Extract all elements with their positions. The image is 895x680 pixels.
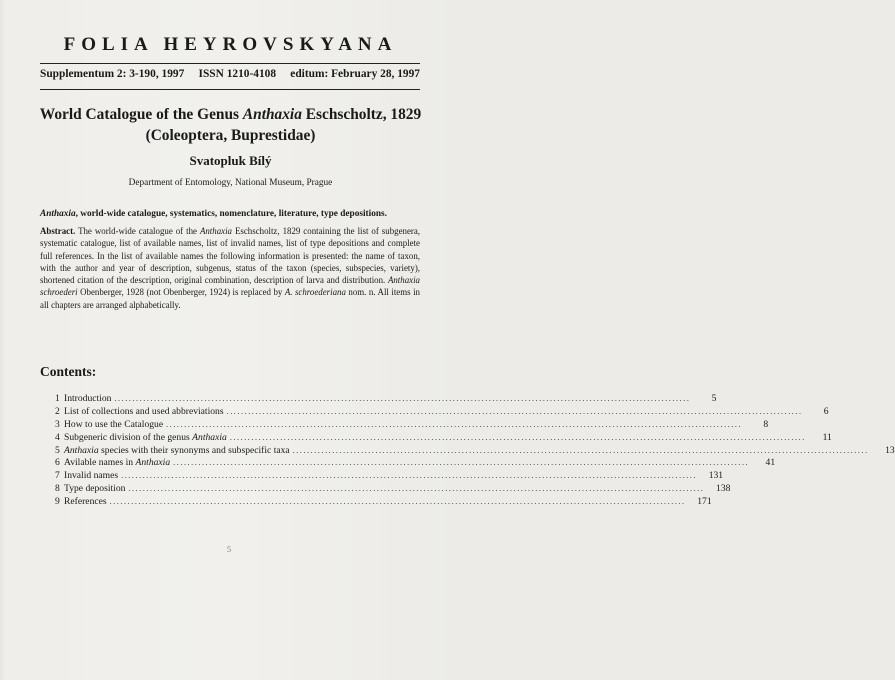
toc-taxon: Anthaxia: [135, 457, 171, 469]
abstract: [40, 225, 420, 311]
publication-info-line: [40, 68, 420, 80]
toc-entry: [55, 431, 832, 445]
toc-page-number: 13: [885, 444, 895, 456]
toc-entry-title: [64, 483, 125, 494]
toc-entry: [55, 405, 829, 419]
toc-entry-number: 2: [55, 405, 60, 417]
author-affiliation: Department of Entomology, National Museum, Prague: [128, 178, 333, 188]
abstract-text: nom. n. All items in all chapters are arranged alphabetically.: [40, 287, 420, 310]
supplement-citation: Supplementum 2: 3-190, 1997: [40, 68, 185, 80]
toc-title-text: References: [64, 496, 107, 508]
toc-entry: [55, 418, 769, 432]
abstract-taxon: A. schroederiana: [284, 287, 346, 298]
editum-date: editum: February 28, 1997: [290, 68, 420, 80]
toc-title-text: species with their synonyms and subspecific taxa: [98, 444, 290, 456]
abstract-label: Abstract.: [40, 226, 76, 236]
toc-leader-dots: ................................................................................................................................................................: [173, 458, 750, 468]
title-part: Eschscholtz, 1829: [301, 106, 422, 123]
contents-heading: Contents:: [40, 364, 97, 379]
header-rule-top: [40, 63, 420, 64]
toc-leader-dots: ................................................................................................................................................................: [121, 471, 698, 481]
toc-page-number: 171: [697, 496, 712, 508]
toc-page-number: 6: [823, 405, 829, 417]
toc-entry: [55, 457, 776, 470]
toc-entry: [55, 393, 717, 406]
toc-entry-number: 4: [55, 431, 60, 443]
table-of-contents: [55, 393, 895, 509]
toc-entry: [55, 444, 895, 458]
toc-entry: [55, 483, 731, 496]
abstract-text: Eschscholtz, 1829 containing the list of subgenera, systematic catalogue, list of available names, list of invalid names, list of type depositions and complete full references. In the list of available names the following information is presented: the name of taxon, with the author and year of description, subgenus, status of the taxon (species, subspecies, variety), shortened citation of the description, original combination, description of larva and distribution.: [40, 226, 420, 286]
keyword-genus: Anthaxia: [40, 209, 76, 219]
toc-leader-dots: ................................................................................................................................................................: [128, 484, 705, 494]
toc-page-number: 131: [708, 470, 724, 482]
abstract-taxon: Anthaxia schroederi: [40, 275, 420, 298]
toc-leader-dots: ................................................................................................................................................................: [109, 497, 686, 507]
toc-entry: [55, 470, 724, 483]
toc-page-number: 41: [765, 457, 776, 469]
toc-entry-title: [64, 470, 118, 481]
toc-entry-title: [64, 393, 111, 404]
toc-page-number: 5: [711, 393, 717, 404]
abstract-text: The world-wide catalogue of the: [75, 226, 200, 236]
toc-entry-number: 9: [55, 496, 60, 508]
keyword-list: , world-wide catalogue, systematics, nomenclature, literature, type depositions.: [75, 209, 387, 219]
toc-leader-dots: ................................................................................................................................................................: [229, 432, 806, 442]
toc-title-text: Subgeneric division of the genus: [64, 431, 193, 443]
abstract-text: Obenberger, 1928 (not Obenberger, 1924) is replaced by: [77, 287, 285, 298]
article-title: [0, 104, 461, 146]
toc-entry-number: 1: [55, 393, 60, 404]
keywords: [40, 209, 420, 219]
toc-entry-number: 5: [55, 444, 60, 456]
toc-entry-title: [64, 496, 107, 507]
toc-page-number: 11: [822, 431, 832, 443]
journal-title: FOLIA HEYROVSKYANA: [63, 34, 398, 55]
toc-title-text: How to use the Catalogue: [64, 418, 164, 430]
toc-title-text: Avilable names in: [64, 457, 136, 469]
toc-entry-number: 6: [55, 457, 60, 469]
toc-entry: [55, 496, 712, 509]
toc-title-text: Type deposition: [64, 483, 126, 495]
toc-page-number: 138: [716, 483, 731, 495]
toc-entry-number: 7: [55, 470, 60, 482]
title-line-2: (Coleoptera, Buprestidae): [145, 127, 316, 144]
toc-entry-title: [64, 457, 170, 468]
toc-title-text: Invalid names: [64, 470, 119, 482]
toc-title-text: Introduction: [64, 393, 112, 404]
toc-leader-dots: ................................................................................................................................................................: [292, 445, 869, 455]
toc-leader-dots: ................................................................................................................................................................: [226, 406, 803, 416]
author-name: Svatopluk Bílý: [189, 153, 272, 168]
toc-entry-title: [64, 445, 290, 456]
toc-entry-title: [64, 419, 163, 430]
title-part: World Catalogue of the Genus: [39, 106, 243, 123]
header-rule-bottom: [40, 89, 420, 90]
toc-leader-dots: ................................................................................................................................................................: [166, 419, 743, 429]
page-number: 5: [227, 545, 231, 554]
abstract-taxon: Anthaxia: [199, 226, 232, 236]
toc-entry-title: [64, 406, 224, 417]
toc-entry-number: 3: [55, 418, 60, 430]
toc-taxon: Anthaxia: [192, 431, 227, 443]
toc-leader-dots: ................................................................................................................................................................: [114, 394, 691, 403]
title-genus: Anthaxia: [242, 106, 302, 123]
toc-entry-number: 8: [55, 483, 60, 495]
toc-taxon: Anthaxia: [64, 444, 99, 456]
issn: ISSN 1210-4108: [198, 68, 277, 80]
toc-page-number: 8: [763, 418, 769, 430]
toc-title-text: List of collections and used abbreviations: [64, 405, 224, 417]
toc-entry-title: [64, 432, 227, 443]
